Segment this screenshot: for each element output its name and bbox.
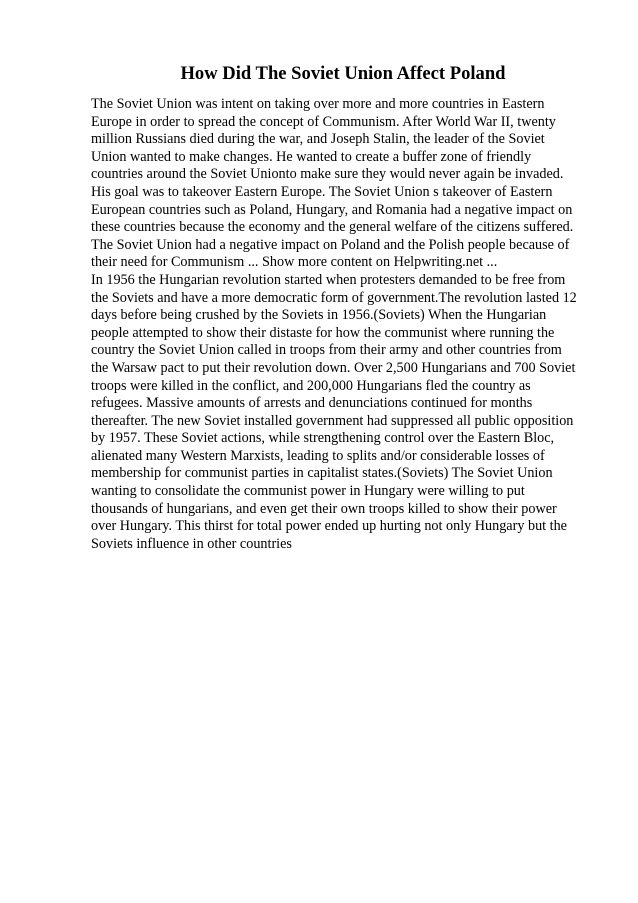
body-line: Union wanted to make changes. He wanted to create a buffer zone of friendly <box>91 148 532 165</box>
body-line: the Soviets and have a more democratic form of government.The revolution lasted 12 <box>91 289 577 306</box>
body-line: troops were killed in the conflict, and 200,000 Hungarians fled the country as <box>91 377 531 394</box>
body-line: country the Soviet Union called in troops from their army and other countries from <box>91 342 562 359</box>
body-line: His goal was to takeover Eastern Europe. The Soviet Union s takeover of Eastern <box>91 183 553 200</box>
body-line: over Hungary. This thirst for total power ended up hurting not only Hungary but the <box>91 518 567 535</box>
body-line: European countries such as Poland, Hungary, and Romania had a negative impact on <box>91 201 573 218</box>
body-line: their need for Communism ... Show more content on Helpwriting.net ... <box>91 254 498 271</box>
body-line: countries around the Soviet Unionto make sure they would never again be invaded. <box>91 166 564 183</box>
body-line: people attempted to show their distaste for how the communist where running the <box>91 324 555 341</box>
body-line: the Warsaw pact to put their revolution down. Over 2,500 Hungarians and 700 Soviet <box>91 359 576 376</box>
body-line: these countries because the economy and the general welfare of the citizens suffered. <box>91 219 574 236</box>
body-line: Soviets influence in other countries <box>91 535 292 552</box>
body-line: million Russians died during the war, and Joseph Stalin, the leader of the Soviet <box>91 131 545 148</box>
body-line: refugees. Massive amounts of arrests and denunciations continued for months <box>91 395 533 412</box>
body-line: thereafter. The new Soviet installed government had suppressed all public opposition <box>91 412 574 429</box>
body-line: thousands of hungarians, and even get their own troops killed to show their power <box>91 500 557 517</box>
document-body <box>91 96 591 553</box>
body-line: In 1956 the Hungarian revolution started when protesters demanded to be free from <box>91 271 566 288</box>
body-line: membership for communist parties in capitalist states.(Soviets) The Soviet Union <box>91 465 553 482</box>
body-line: wanting to consolidate the communist power in Hungary were willing to put <box>91 483 525 500</box>
body-line: by 1957. These Soviet actions, while strengthening control over the Eastern Bloc, <box>91 430 555 447</box>
body-line: alienated many Western Marxists, leading to splits and/or considerable losses of <box>91 447 545 464</box>
document-title: How Did The Soviet Union Affect Poland <box>180 63 506 84</box>
body-line: The Soviet Union had a negative impact on Poland and the Polish people because of <box>91 236 570 253</box>
body-line: days before being crushed by the Soviets in 1956.(Soviets) When the Hungarian <box>91 307 547 324</box>
body-line: Europe in order to spread the concept of Communism. After World War II, twenty <box>91 113 556 130</box>
body-line: The Soviet Union was intent on taking over more and more countries in Eastern <box>91 96 545 112</box>
